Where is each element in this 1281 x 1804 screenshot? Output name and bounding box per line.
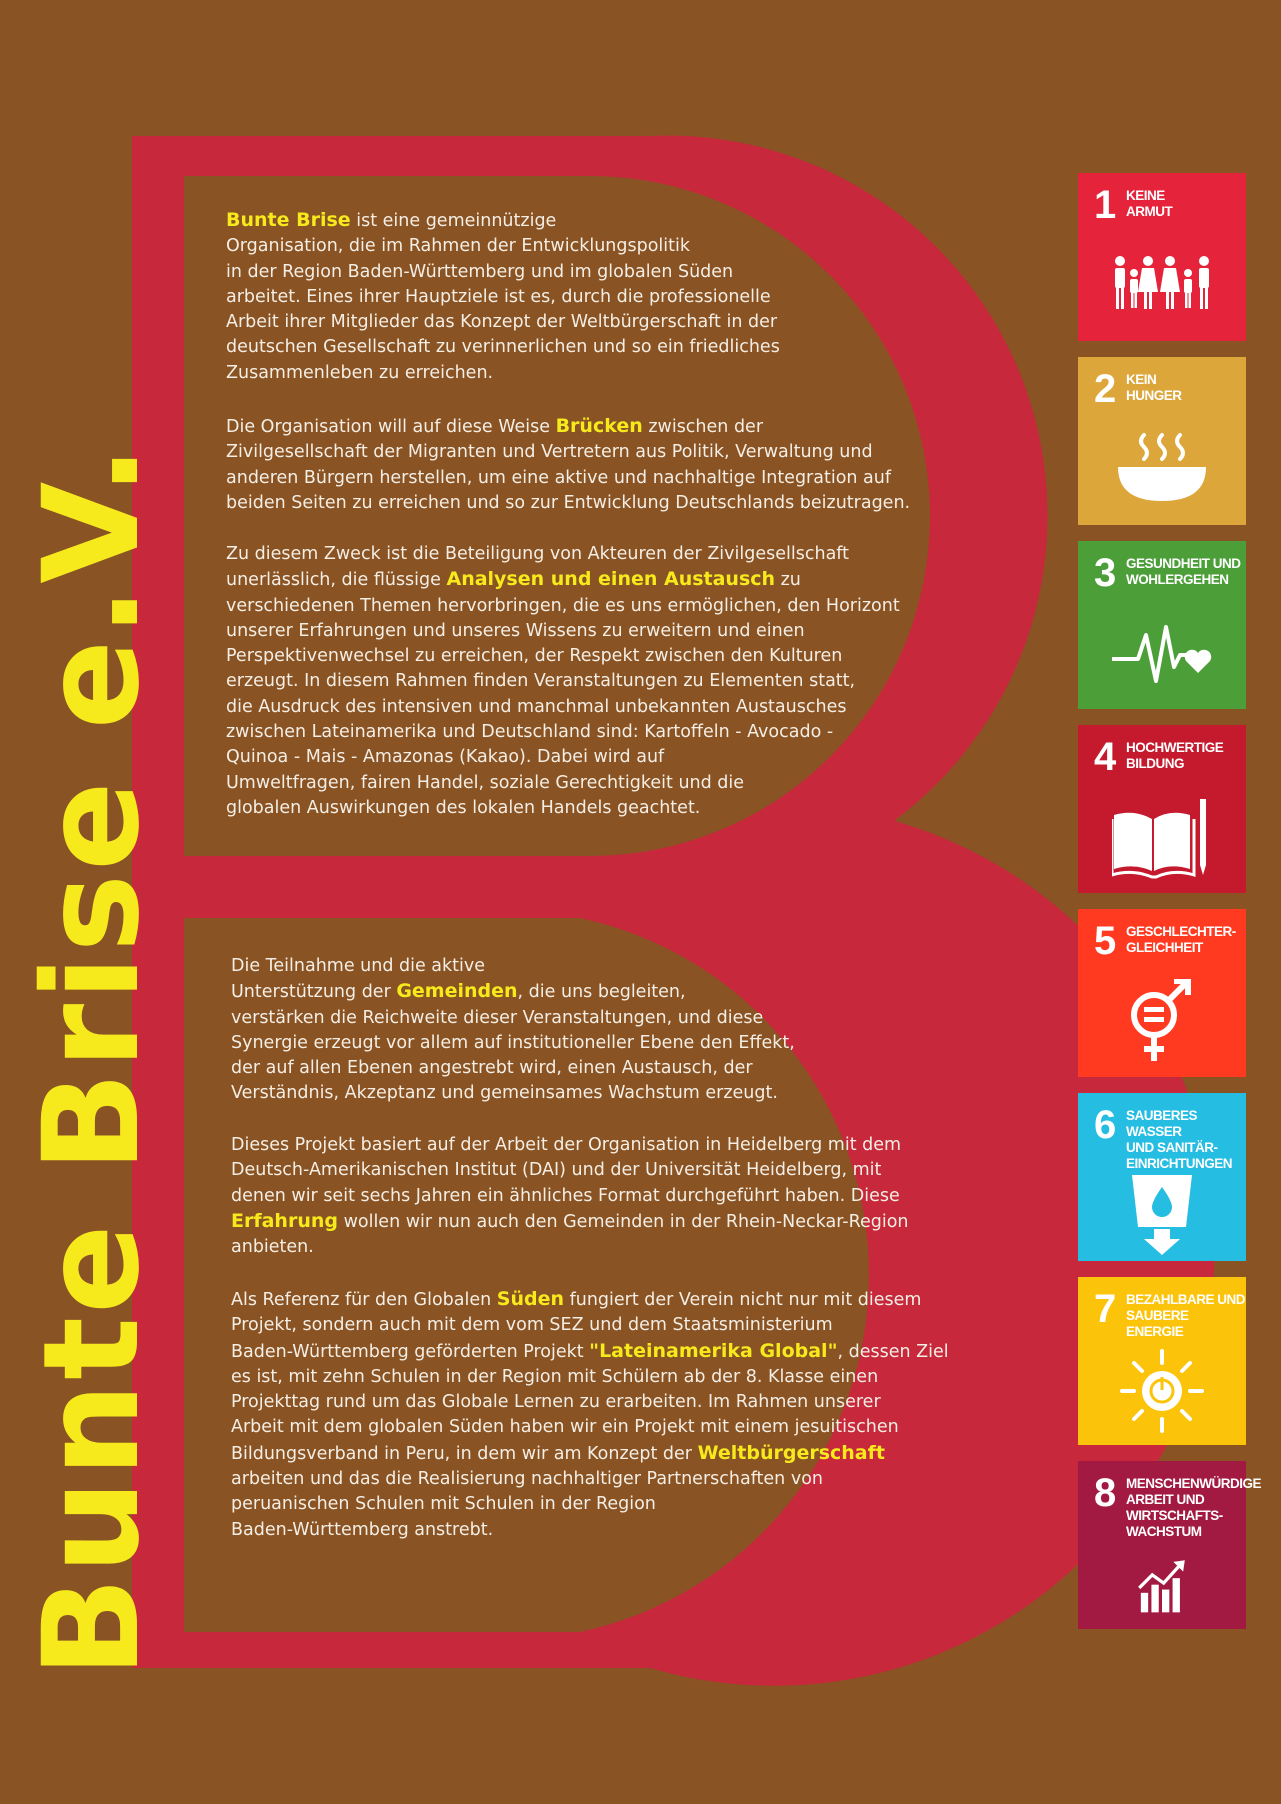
text-line: Quinoa - Mais - Amazonas (Kakao). Dabei wird auf [226,747,665,768]
sdg-tile-2 [1078,357,1246,525]
text-line: anderen Bürgern herstellen, um eine aktive und nachhaltige Integration auf [226,467,892,488]
text-line: zwischen Lateinamerika und Deutschland sind: Kartoffeln - Avocado - [226,722,834,743]
sdg-number: 4 [1094,735,1117,779]
sdg-label: KEINE ARMUT [1126,188,1173,219]
text-line: der auf allen Ebenen angestrebt wird, einen Austausch, der [231,1058,753,1079]
text-line: arbeiten und das die Realisierung nachhaltiger Partnerschaften von [231,1469,823,1490]
text-line: Baden-Württemberg anstrebt. [231,1519,494,1540]
sdg-tile-1 [1078,173,1246,341]
text-line: fungiert der Verein nicht nur mit diesem [564,1290,922,1310]
text-line: Perspektivenwechsel zu erreichen, der Respekt zwischen den Kulturen [226,646,843,667]
sdg-number: 1 [1094,183,1117,227]
water-glass-icon [1112,1171,1212,1257]
highlight-analysen: Analysen und einen Austausch [446,568,776,591]
text-line: Die Teilnahme und die aktive [231,956,486,976]
text-line: peruanischen Schulen mit Schulen in der Region [231,1494,656,1515]
family-icon [1112,243,1212,329]
text-line: es ist, mit zehn Schulen in der Region mit Schülern ab der 8. Klasse einen [231,1366,879,1387]
text-line: Projekttag rund um das Globale Lernen zu erarbeiten. Im Rahmen unserer [231,1392,881,1413]
sdg-number: 3 [1094,551,1117,595]
gender-equality-icon [1112,979,1212,1065]
sdg-label: SAUBERES WASSER UND SANITÄR- EINRICHTUNGEN [1126,1108,1233,1171]
paragraph-intro [226,208,780,386]
sdg-tile-6 [1078,1093,1246,1261]
text-line: erzeugt. In diesem Rahmen finden Veranstaltungen zu Elementen statt, [226,671,856,692]
sdg-number: 7 [1094,1287,1117,1331]
sdg-label: MENSCHENWÜRDIGE ARBEIT UND WIRTSCHAFTS- WACHSTUM [1126,1476,1262,1539]
text-line: Projekt, sondern auch mit dem vom SEZ und dem Staatsministerium [231,1315,833,1336]
sdg-number: 8 [1094,1471,1117,1515]
text-line: Dieses Projekt basiert auf der Arbeit der Organisation in Heidelberg mit dem [231,1135,902,1155]
text-line: Zusammenleben zu erreichen. [226,362,494,383]
text-line: wollen wir nun auch den Gemeinden in der Rhein-Neckar-Region [338,1211,909,1232]
sdg-tile-8 [1078,1461,1262,1629]
text-line: Umweltfragen, fairen Handel, soziale Gerechtigkeit und die [226,772,745,793]
text-line: Baden-Württemberg geförderten Projekt [231,1341,590,1362]
book-icon [1112,795,1212,881]
sdg-tile-3 [1078,541,1246,709]
bowl-icon [1112,427,1212,513]
sdg-label: BEZAHLBARE UND SAUBERE ENERGIE [1126,1292,1245,1339]
text-line: , die uns begleiten, [517,982,686,1003]
text-line: in der Region Baden-Württemberg und im globalen Süden [226,261,734,282]
heartbeat-icon [1112,611,1212,697]
text-line: Zu diesem Zweck ist die Beteiligung von Akteuren der Zivilgesellschaft [226,544,850,564]
sdg-label: KEIN HUNGER [1126,372,1182,403]
sdg-number: 5 [1094,919,1117,963]
paragraph-austausch [226,542,900,821]
highlight-weltbuergerschaft: Weltbürgerschaft [697,1441,885,1464]
growth-chart-icon [1112,1557,1212,1627]
text-line: Arbeit ihrer Mitglieder das Konzept der Weltbürgerschaft in der [226,312,778,333]
highlight-erfahrung: Erfahrung [231,1209,338,1232]
text-line: Deutsch-Amerikanischen Institut (DAI) und der Universität Heidelberg, mit [231,1160,882,1181]
paragraph-gemeinden [231,954,795,1107]
text-line: zu [775,570,801,591]
sdg-label: GESCHLECHTER- GLEICHHEIT [1126,924,1236,955]
paragraph-sueden [231,1287,949,1543]
paragraph-erfahrung [231,1133,909,1260]
text-line: Organisation, die im Rahmen der Entwicklungspolitik [226,236,691,257]
text-line: beiden Seiten zu erreichen und so zur Entwicklung Deutschlands beizutragen. [226,492,911,513]
sun-power-icon [1112,1347,1212,1433]
sdg-label: HOCHWERTIGE BILDUNG [1126,740,1224,771]
text-line: Unterstützung der [231,982,397,1003]
text-line: Synergie erzeugt vor allem auf institutioneller Ebene den Effekt, [231,1032,795,1053]
text-line: Arbeit mit dem globalen Süden haben wir ein Projekt mit einem jesuitischen [231,1417,899,1438]
text-line: unerlässlich, die flüssige [226,570,447,591]
text-line: Zivilgesellschaft der Migranten und Vertretern aus Politik, Verwaltung und [226,442,873,463]
text-line: verstärken die Reichweite dieser Veranstaltungen, und diese [231,1007,764,1028]
text-line: zwischen der [642,417,764,437]
text-line: die Ausdruck des intensiven und manchmal unbekannten Austausches [226,696,847,717]
text-line: verschiedenen Themen hervorbringen, die es uns ermöglichen, den Horizont [226,595,900,616]
highlight-bruecken: Brücken [555,415,643,437]
text-line: Bildungsverband in Peru, in dem wir am Konzept der [231,1443,698,1464]
text-line: anbieten. [231,1237,314,1258]
highlight-gemeinden: Gemeinden [396,980,518,1003]
text-line: unserer Erfahrungen und unseres Wissens zu erweitern und einen [226,620,805,641]
sdg-number: 2 [1094,367,1117,411]
text-line: arbeitet. Eines ihrer Hauptziele ist es, durch die professionelle [226,286,771,307]
sdg-tile-5 [1078,909,1246,1077]
text-line: Als Referenz für den Globalen [231,1290,497,1310]
vertical-title: Bunte Brise e.V. [15,442,169,1678]
text-line: ist eine gemeinnützige [350,211,557,231]
highlight-bunte-brise: Bunte Brise [226,209,351,231]
sdg-tile-7 [1078,1277,1246,1445]
text-line: Verständnis, Akzeptanz und gemeinsames Wachstum erzeugt. [231,1083,778,1104]
text-line: Die Organisation will auf diese Weise [226,417,556,437]
sdg-tile-4 [1078,725,1246,893]
text-line: denen wir seit sechs Jahren ein ähnliches Format durchgeführt haben. Diese [231,1185,900,1206]
paragraph-bruecken [226,414,910,516]
text-line: deutschen Gesellschaft zu verinnerlichen und so ein friedliches [226,337,780,358]
sdg-label: GESUNDHEIT UND WOHLERGEHEN [1126,556,1241,587]
text-line: globalen Auswirkungen des lokalen Handels geachtet. [226,797,701,818]
highlight-lateinamerika-global: "Lateinamerika Global" [589,1339,838,1362]
text-line: , dessen Ziel [837,1341,949,1362]
sdg-number: 6 [1094,1103,1117,1147]
highlight-sueden: Süden [496,1288,565,1310]
